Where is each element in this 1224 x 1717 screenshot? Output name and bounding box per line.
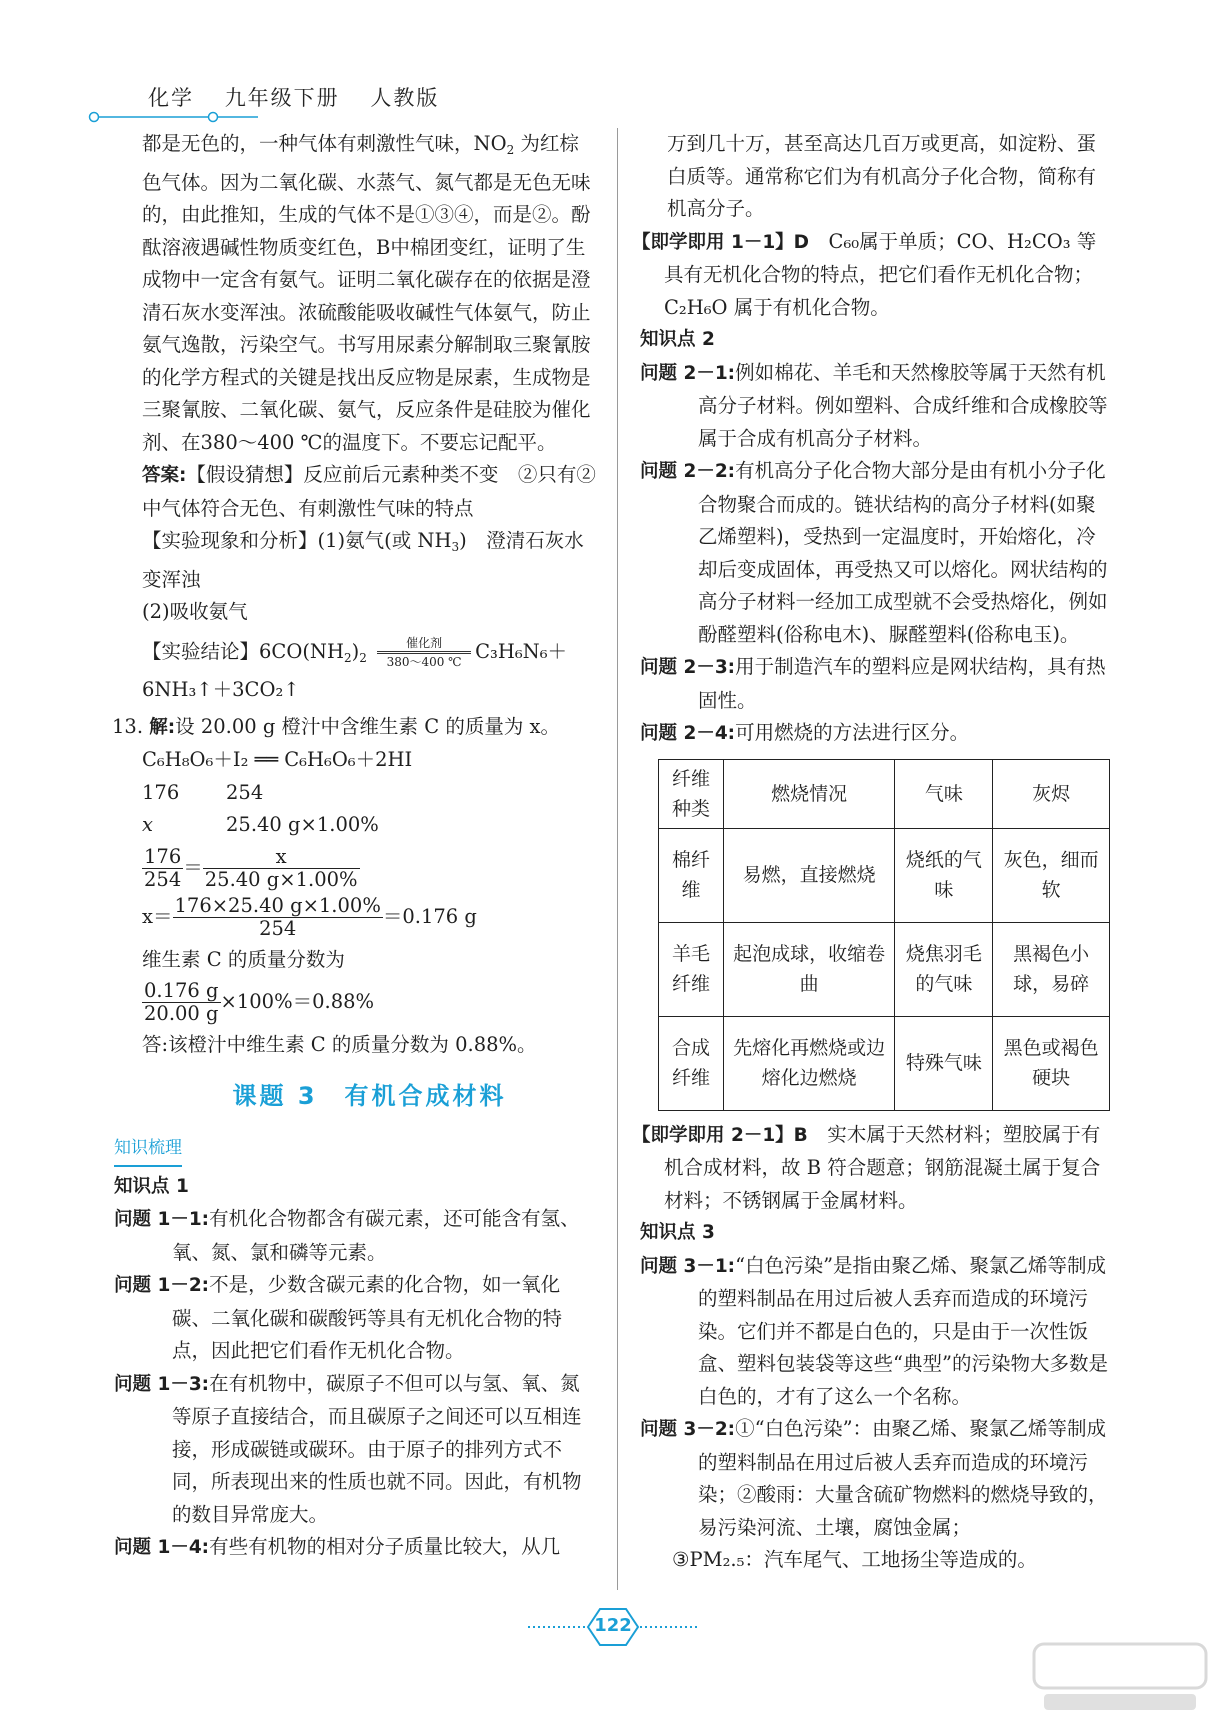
fiber-comparison-table (658, 759, 1110, 1111)
question-1-3: 问题 1－3:在有机物中，碳原子不但可以与氢、氧、氮等原子直接结合，而且碳原子之间还可以互相连接，形成碳链或碳环。由于原子的排列方式不同，所表现出来的性质也就不同。因此，有机物的数目异常庞大。 (114, 1371, 582, 1526)
question-1-1: 问题 1－1:有机化合物都含有碳元素，还可能含有氢、氧、氮、氯和磷等元素。 (114, 1207, 580, 1264)
table-row (659, 922, 1110, 1016)
question-3-1: 问题 3－1:“白色污染”是指由聚乙烯、聚氯乙烯等制成的塑料制品在用过后被人丢弃而造成的环境污染。它们并不都是白色的，只是由于一次性饭盒、塑料包装袋等这些“典型”的污染物大多数是白色的，才有了这么一个名称。 (640, 1253, 1108, 1408)
q13-mass-fraction: $\frac{0.176 g}{20.00 g}$ ×100%＝0.88% (144, 979, 375, 1025)
table-cell: 特殊气味 (895, 1016, 993, 1110)
knowledge-point-2: 知识点 2 (640, 329, 715, 350)
header-grade: 九年级下册 (224, 86, 340, 110)
reaction-condition: 催化剂 380～400 ℃ (377, 635, 471, 670)
q13-reaction: C₆H₈O₆＋I₂ ══ C₆H₆O₆＋2HI (142, 748, 413, 771)
header-edition: 人教版 (370, 86, 440, 110)
practice-1-1: 【即学即用 1－1】D C₆₀属于单质；CO、H₂CO₃ 等具有无机化合物的特点，把它们看作无机化合物；C₂H₆O 属于有机化合物。 (632, 229, 1097, 319)
knowledge-point-3: 知识点 3 (640, 1222, 715, 1243)
q13-mass-fraction-label: 维生素 C 的质量分数为 (142, 947, 345, 971)
table-cell: 黑色或褐色硬块 (993, 1016, 1110, 1110)
table-cell: 灰色，细而软 (993, 828, 1110, 922)
table-cell: 羊毛纤维 (659, 922, 724, 1016)
question-2-4: 问题 2－4:可用燃烧的方法进行区分。 (640, 721, 970, 744)
knowledge-tag: 知识梳理 (114, 1126, 597, 1171)
table-header: 气味 (895, 759, 993, 828)
header-subject: 化学 (148, 86, 194, 110)
question-2-1: 问题 2－1:例如棉花、羊毛和天然橡胶等属于天然有机高分子材料。例如塑料、合成纤维和合成橡胶等属于合成有机高分子材料。 (640, 360, 1108, 450)
q13-answer: 答:该橙汁中维生素 C 的质量分数为 0.88%。 (142, 1033, 537, 1056)
table-cell: 易燃，直接燃烧 (723, 828, 895, 922)
watermark-logo (1030, 1640, 1210, 1716)
table-cell: 先熔化再燃烧或边熔化边燃烧 (723, 1016, 895, 1110)
table-header: 纤维种类 (659, 759, 724, 828)
table-cell: 起泡成球，收缩卷曲 (723, 922, 895, 1016)
q13-ratio-row: 176 254 (142, 780, 264, 804)
table-cell: 烧纸的气味 (895, 828, 993, 922)
left-column (112, 128, 597, 1565)
question-3-2-cont: ③PM₂.₅：汽车尾气、工地扬尘等造成的。 (672, 1548, 1037, 1571)
table-cell: 棉纤维 (659, 828, 724, 922)
right-column (632, 128, 1110, 1577)
table-header: 灰烬 (993, 759, 1110, 828)
question-1-4: 问题 1－4:有些有机物的相对分子质量比较大，从几 (114, 1535, 561, 1558)
table-header-row (659, 759, 1110, 828)
column-divider (617, 128, 618, 1590)
answer-part2: (2)吸收氨气 (142, 600, 248, 623)
table-row (659, 1016, 1110, 1110)
chemical-equation: 【实验结论】$6CO(NH_2)_2$ 催化剂 380～400 ℃ C₃H₆N₆＋ (142, 635, 568, 669)
q13-proportion: $\frac{176}{254}$ ＝ $\frac{x}{25.40 g\times 1.00\%}$ (144, 844, 358, 891)
table-row (659, 828, 1110, 922)
q13-solve: x＝ $\frac{176\times 25.40 g\times 1.00\%}{254}$ ＝0.176 g (142, 893, 477, 940)
question-2-2: 问题 2－2:有机高分子化合物大部分是由有机小分子化合物聚合而成的。链状结构的高分子材料(如聚乙烯塑料)，受热到一定温度时，开始熔化，冷却后变成固体，再受热又可以熔化。网状结构的高分子材料一经加工成型就不会受热熔化，例如酚醛塑料(俗称电木)、脲醛塑料(俗称电玉)。 (640, 459, 1108, 646)
table-cell: 黑褐色小球，易碎 (993, 922, 1110, 1016)
question-2-3: 问题 2－3:用于制造汽车的塑料应是网状结构，具有热固性。 (640, 655, 1106, 712)
answer-observation: 【实验现象和分析】(1)氨气(或 $NH_3$) 澄清石灰水变浑浊 (142, 529, 584, 591)
table-cell: 合成纤维 (659, 1016, 724, 1110)
header-decoration (88, 110, 258, 124)
explanation-paragraph: 都是无色的，一种气体有刺激性气味，$NO_2$ 为红棕色气体。因为二氧化碳、水蒸气、氮气都是无色无味的，由此推知，生成的气体不是①③④，而是②。酚酞溶液遇碱性物质变红色，B中棉团变红，证明了生成物中一定含有氨气。证明二氧化碳存在的依据是澄清石灰水变浑浊。浓硫酸能吸收碱性气体氨气，防止氨气逸散，污染空气。书写用尿素分解制取三聚氰胺的化学方程式的关键是找出反应物是尿素，生成物是三聚氰胺、二氧化碳、氨气，反应条件是硅胶为催化剂、在380～400 ℃的温度下。不要忘记配平。 (142, 132, 591, 454)
chemical-equation-line2: 6NH₃↑＋3CO₂↑ (142, 678, 300, 701)
q1-4-continued: 万到几十万，甚至高达几百万或更高，如淀粉、蛋白质等。通常称它们为有机高分子化合物，简称有机高分子。 (667, 132, 1097, 220)
question-1-2: 问题 1－2:不是，少数含碳元素的化合物，如一氧化碳、二氧化碳和碳酸钙等具有无机化合物的特点，因此把它们看作无机化合物。 (114, 1273, 563, 1362)
question-13: 13. 解:设 20.00 g 橙汁中含维生素 C 的质量为 x。 (112, 714, 561, 738)
page-header (148, 82, 461, 112)
section-title: 课题 3 有机合成材料 (232, 1081, 507, 1110)
answer-block: 答案:【假设猜想】反应前后元素种类不变 ②只有②中气体符合无色、有刺激性气味的特点 (142, 463, 596, 520)
table-header: 燃烧情况 (723, 759, 895, 828)
knowledge-point-1: 知识点 1 (114, 1175, 189, 1197)
q13-value-row: x 25.40 g×1.00% (142, 813, 379, 836)
question-3-2: 问题 3－2:①“白色污染”：由聚乙烯、聚氯乙烯等制成的塑料制品在用过后被人丢弃而造成的环境污染；②酸雨：大量含硫矿物燃料的燃烧导致的，易污染河流、土壤，腐蚀金属； (640, 1417, 1108, 1539)
table-cell: 烧焦羽毛的气味 (895, 922, 993, 1016)
practice-2-1: 【即学即用 2－1】B 实木属于天然材料；塑胶属于有机合成材料，故 B 符合题意；钢筋混凝土属于复合材料；不锈钢属于金属材料。 (632, 1122, 1101, 1212)
page-number: 122 (528, 1605, 698, 1649)
